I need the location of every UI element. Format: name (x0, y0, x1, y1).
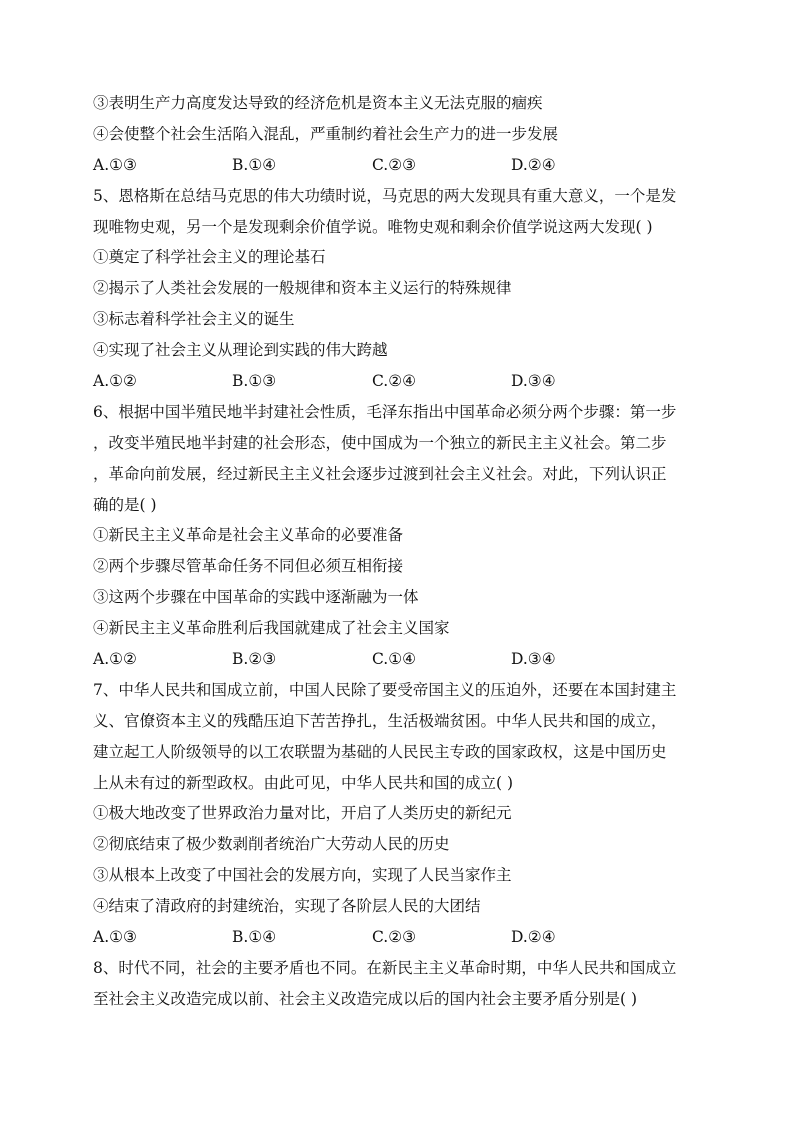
q4-option-a: A.①③ (93, 155, 137, 174)
q4-option-d: D.②④ (511, 155, 556, 174)
question-4-tail (93, 88, 705, 181)
q5-statement-4: ④实现了社会主义从理论到实践的伟大跨越 (93, 341, 388, 360)
q4-option-b: B.①④ (232, 155, 277, 174)
question-6 (93, 397, 705, 675)
q7-option-d: D.②④ (511, 928, 556, 947)
q4-options (93, 150, 705, 181)
q4-statement-4: ④会使整个社会生活陷入混乱，严重制约着社会生产力的进一步发展 (93, 124, 559, 143)
q6-statement-4: ④新民主主义革命胜利后我国就建成了社会主义国家 (93, 619, 450, 638)
q5-option-b: B.①③ (232, 372, 277, 391)
q6-options (93, 644, 705, 675)
page-content (93, 88, 705, 1015)
q5-statement-2: ②揭示了人类社会发展的一般规律和资本主义运行的特殊规律 (93, 279, 512, 298)
q7-stem-line: 建立起工人阶级领导的以工农联盟为基础的人民民主专政的国家政权，这是中国历史 (93, 742, 667, 761)
q7-options (93, 922, 705, 953)
question-7 (93, 675, 705, 953)
q7-option-b: B.①④ (232, 928, 277, 947)
q5-option-d: D.③④ (511, 372, 556, 391)
question-8 (93, 953, 705, 1015)
q4-statement-3: ③表明生产力高度发达导致的经济危机是资本主义无法克服的痼疾 (93, 94, 543, 112)
q6-stem-line: 确的是( ) (93, 495, 157, 514)
q6-statement-1: ①新民主主义革命是社会主义革命的必要准备 (93, 526, 404, 545)
q7-option-a: A.①③ (93, 928, 137, 947)
q5-options (93, 366, 705, 397)
q7-statement-4: ④结束了清政府的封建统治，实现了各阶层人民的大团结 (93, 897, 481, 916)
q6-stem-line: ，革命向前发展，经过新民主主义社会逐步过渡到社会主义社会。对此，下列认识正 (93, 464, 667, 483)
q7-statement-2: ②彻底结束了极少数剥削者统治广大劳动人民的历史 (93, 835, 450, 854)
q8-stem-line: 至社会主义改造完成以前、社会主义改造完成以后的国内社会主要矛盾分别是( ) (93, 989, 638, 1008)
q7-stem-line: 上从未有过的新型政权。由此可见，中华人民共和国的成立( ) (93, 773, 514, 792)
q6-statement-2: ②两个步骤尽管革命任务不同但必须互相衔接 (93, 557, 404, 576)
q6-option-a: A.①② (93, 650, 137, 669)
q6-option-b: B.②③ (232, 650, 277, 669)
question-5 (93, 181, 705, 397)
q7-stem-line: 义、官僚资本主义的残酷压迫下苦苦挣扎，生活极端贫困。中华人民共和国的成立， (93, 711, 667, 730)
q6-option-d: D.③④ (511, 650, 556, 669)
q5-option-a: A.①② (93, 372, 137, 391)
q6-stem-line: 6、根据中国半殖民地半封建社会性质，毛泽东指出中国革命必须分两个步骤：第一步 (93, 402, 677, 421)
q6-option-c: C.①④ (372, 650, 417, 669)
q7-statement-1: ①极大地改变了世界政治力量对比，开启了人类历史的新纪元 (93, 804, 512, 823)
q7-stem-line: 7、中华人民共和国成立前，中国人民除了要受帝国主义的压迫外，还要在本国封建主 (93, 680, 677, 699)
q5-stem-line: 现唯物史观，另一个是发现剩余价值学说。唯物史观和剩余价值学说这两大发现( ) (93, 217, 653, 236)
q4-option-c: C.②③ (372, 155, 417, 174)
q5-statement-3: ③标志着科学社会主义的诞生 (93, 310, 295, 329)
q5-option-c: C.②④ (372, 372, 417, 391)
q7-statement-3: ③从根本上改变了中国社会的发展方向，实现了人民当家作主 (93, 866, 512, 885)
q8-stem-line: 8、时代不同，社会的主要矛盾也不同。在新民主主义革命时期，中华人民共和国成立 (93, 958, 677, 977)
q7-option-c: C.②③ (372, 928, 417, 947)
q5-statement-1: ①奠定了科学社会主义的理论基石 (93, 248, 326, 267)
q6-statement-3: ③这两个步骤在中国革命的实践中逐渐融为一体 (93, 588, 419, 607)
q6-stem-line: ，改变半殖民地半封建的社会形态，使中国成为一个独立的新民主主义社会。第二步 (93, 433, 667, 452)
q5-stem-line: 5、恩格斯在总结马克思的伟大功绩时说，马克思的两大发现具有重大意义，一个是发 (93, 186, 677, 205)
